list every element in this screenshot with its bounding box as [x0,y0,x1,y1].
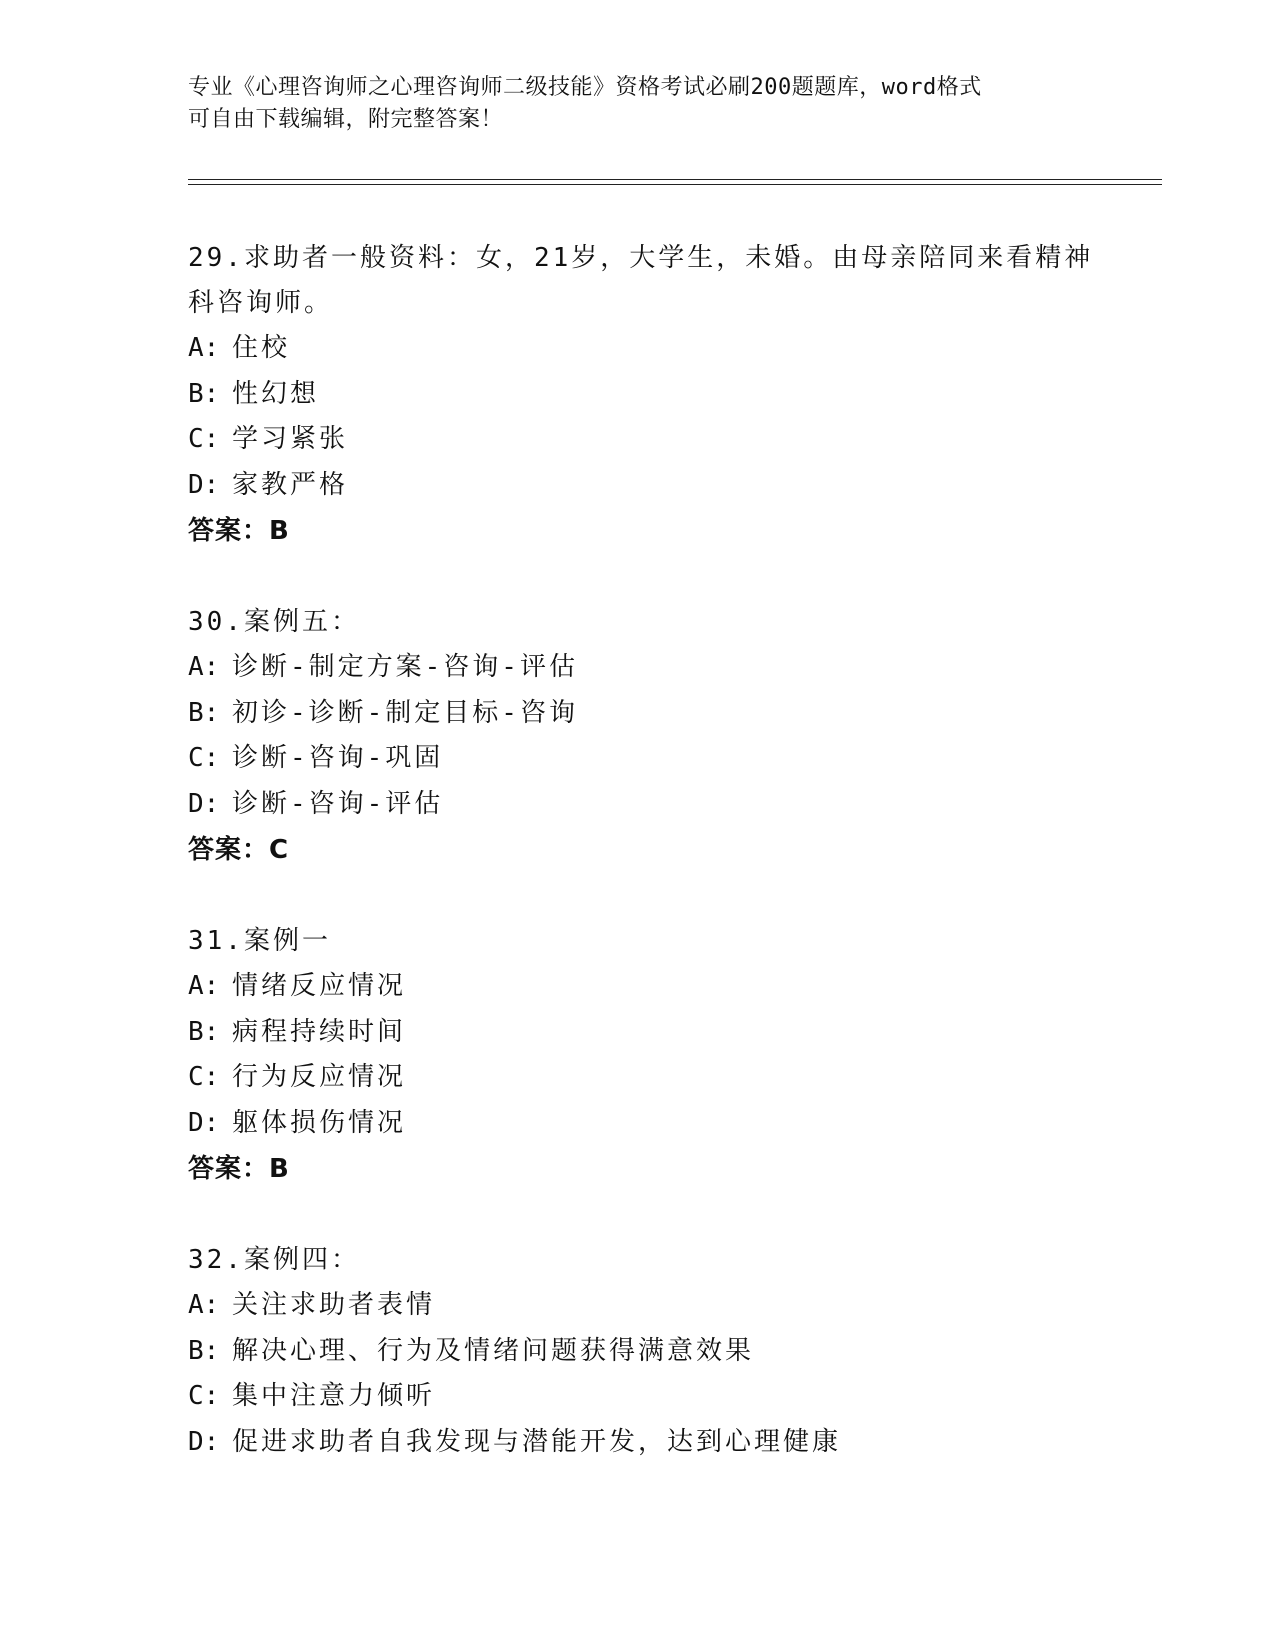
header-divider-top [188,179,1162,180]
option-text: 家教严格 [232,469,349,500]
question-30 [188,600,1108,873]
option-b [188,1010,1108,1056]
question-title [188,600,1108,645]
option-text: 诊断-制定方案-咨询-评估 [232,652,578,682]
option-c [188,736,1108,782]
question-31 [188,919,1108,1192]
option-c [188,1055,1108,1101]
option-key: C: [188,743,220,773]
option-d [188,1420,1108,1466]
option-d [188,463,1108,509]
header-line-1: 专业《心理咨询师之心理咨询师二级技能》资格考试必刷200题题库，word格式 [188,75,982,100]
option-a [188,326,1108,372]
option-text: 住校 [232,333,291,363]
option-text: 性幻想 [232,378,320,409]
option-c [188,417,1108,463]
option-key: C: [188,424,220,454]
option-key: D: [188,1426,220,1457]
header-line-2: 可自由下载编辑，附完整答案！ [188,107,504,132]
answer-line: 答案：B [188,1154,290,1184]
option-text: 关注求助者表情 [232,1290,436,1320]
question-title-line-1: 32.案例四： [188,1245,360,1275]
option-text: 促进求助者自我发现与潜能开发，达到心理健康 [232,1426,842,1457]
option-key: D: [188,788,220,819]
question-32 [188,1238,1108,1465]
option-key: C: [188,1381,220,1411]
option-key: D: [188,1107,220,1138]
option-text: 行为反应情况 [232,1062,407,1092]
option-a [188,1283,1108,1329]
answer-line: 答案：C [188,835,290,865]
question-title-line-1: 29.求助者一般资料：女，21岁，大学生，未婚。由母亲陪同来看精神 [188,243,1094,273]
option-key: A: [188,652,220,682]
option-text: 学习紧张 [232,424,349,454]
option-key: B: [188,697,220,728]
question-title [188,1238,1108,1283]
option-text: 情绪反应情况 [232,971,407,1001]
question-title [188,919,1108,964]
option-b [188,372,1108,418]
option-key: C: [188,1062,220,1092]
option-a [188,645,1108,691]
option-key: A: [188,1290,220,1320]
question-29 [188,236,1108,554]
question-title [188,236,1108,326]
option-text: 集中注意力倾听 [232,1381,436,1411]
option-b [188,691,1108,737]
question-title-line-2: 科咨询师。 [188,288,334,318]
option-text: 诊断-咨询-巩固 [232,743,444,773]
option-d [188,782,1108,828]
document-header [188,72,1068,136]
option-key: B: [188,1016,220,1047]
question-title-line-1: 31.案例一 [188,926,331,956]
option-text: 诊断-咨询-评估 [232,788,444,819]
option-text: 初诊-诊断-制定目标-咨询 [232,697,578,728]
option-c [188,1374,1108,1420]
question-title-line-1: 30.案例五： [188,607,360,637]
option-key: B: [188,378,220,409]
option-text: 躯体损伤情况 [232,1107,407,1138]
option-key: A: [188,333,220,363]
answer-line: 答案：B [188,516,290,546]
option-text: 病程持续时间 [232,1016,407,1047]
option-text: 解决心理、行为及情绪问题获得满意效果 [232,1335,755,1366]
option-b [188,1329,1108,1375]
option-a [188,964,1108,1010]
option-key: A: [188,971,220,1001]
option-d [188,1101,1108,1147]
header-divider-bottom [188,184,1162,185]
option-key: D: [188,469,220,500]
question-list [188,236,1108,1511]
option-key: B: [188,1335,220,1366]
